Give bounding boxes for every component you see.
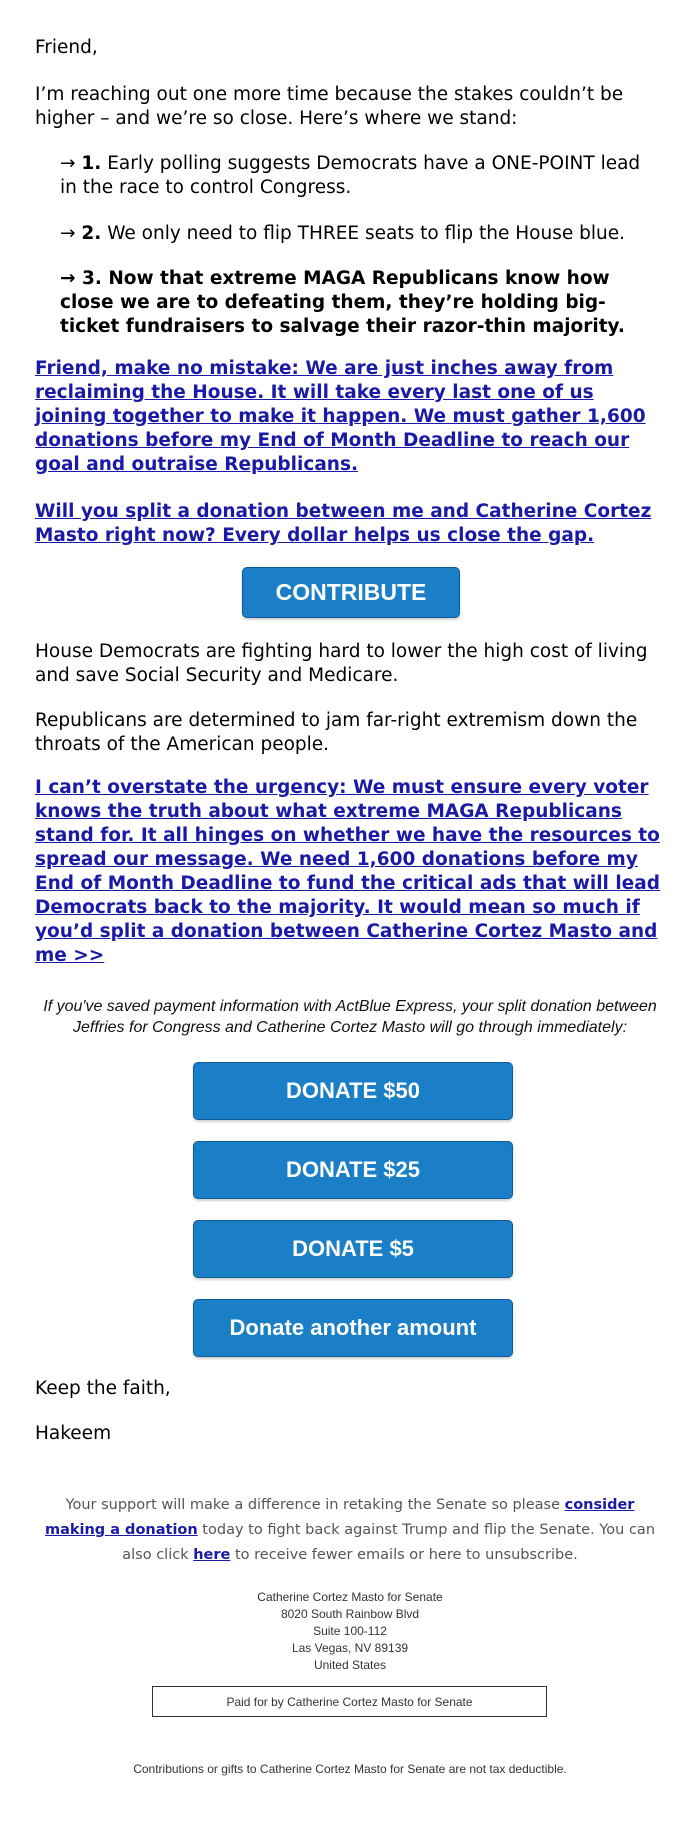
- footer-text-pre: Your support will make a difference in retaking the Senate so please: [65, 1497, 565, 1513]
- arrow-icon: →: [60, 153, 76, 174]
- point-text: Now that extreme MAGA Republicans know how close we are to defeating them, they’re holding big-ticket fundraisers to salvage their razor-thin majority.: [60, 268, 625, 337]
- address-street: 8020 South Rainbow Blvd: [280, 1607, 420, 1621]
- point-number: 3.: [81, 268, 102, 289]
- point-1: [60, 152, 660, 200]
- footer-text-mid: today to fight back against Trump and flip the Senate. You can also click: [122, 1522, 656, 1563]
- address-org: Catherine Cortez Masto for Senate: [257, 1590, 443, 1604]
- point-number: 2.: [81, 223, 102, 244]
- actblue-express-note: If you've saved payment information with ActBlue Express, your split donation between Jeffries for Congress and Catherine Cortez Masto will go through immediately:: [43, 998, 657, 1036]
- greeting: Friend,: [35, 37, 98, 58]
- intro-paragraph: I’m reaching out one more time because the stakes couldn’t be higher – and we’re so close. Here’s where we stand:: [35, 84, 624, 129]
- fewer-emails-link[interactable]: here: [193, 1547, 231, 1563]
- donate-50-button[interactable]: DONATE $50: [193, 1062, 513, 1120]
- consider-donation-link[interactable]: consider making a donation: [44, 1497, 635, 1538]
- tax-deductible-note: Contributions or gifts to Catherine Cortez Masto for Senate are not tax deductible.: [133, 1762, 567, 1776]
- donate-5-button[interactable]: DONATE $5: [193, 1220, 513, 1278]
- address-country: United States: [313, 1658, 387, 1672]
- paid-for-disclaimer: Paid for by Catherine Cortez Masto for Senate: [152, 1686, 547, 1717]
- address-suite: Suite 100-112: [313, 1624, 387, 1638]
- split-donation-link[interactable]: Will you split a donation between me and Catherine Cortez Masto right now? Every dollar helps us close the gap.: [35, 501, 652, 546]
- republicans-paragraph: Republicans are determined to jam far-right extremism down the throats of the American people.: [35, 710, 638, 755]
- signoff: Keep the faith,: [35, 1378, 171, 1399]
- footer-support-text: [35, 1493, 665, 1568]
- contribute-button[interactable]: CONTRIBUTE: [242, 567, 460, 618]
- arrow-icon: →: [60, 223, 76, 244]
- house-democrats-paragraph: House Democrats are fighting hard to lower the high cost of living and save Social Security and Medicare.: [35, 641, 648, 686]
- arrow-icon: →: [60, 268, 76, 289]
- reclaim-house-link[interactable]: Friend, make no mistake: We are just inches away from reclaiming the House. It will take every last one of us joining together to make it happen. We must gather 1,600 donations before my End of Month Deadline to reach our goal and outraise Republicans.: [35, 358, 646, 475]
- footer-text-post: to receive fewer emails or here to unsubscribe.: [230, 1547, 578, 1563]
- urgency-link[interactable]: I can’t overstate the urgency: We must ensure every voter knows the truth about what extreme MAGA Republicans stand for. It all hinges on whether we have the resources to spread our message. We need 1,600 donations before my End of Month Deadline to fund the critical ads that will lead Democrats back to the majority. It would mean so much if you’d split a donation between Catherine Cortez Masto and me >>: [35, 777, 660, 966]
- point-3: [60, 267, 660, 339]
- point-text: Early polling suggests Democrats have a ONE-POINT lead in the race to control Congress.: [60, 153, 641, 198]
- address-city: Las Vegas, NV 89139: [291, 1641, 409, 1655]
- signature: Hakeem: [35, 1423, 112, 1444]
- mailing-address: [35, 1589, 665, 1674]
- donate-other-amount-button[interactable]: Donate another amount: [193, 1299, 513, 1357]
- point-text: We only need to flip THREE seats to flip the House blue.: [107, 223, 625, 244]
- point-number: 1.: [81, 153, 102, 174]
- point-2: [60, 222, 660, 246]
- donate-25-button[interactable]: DONATE $25: [193, 1141, 513, 1199]
